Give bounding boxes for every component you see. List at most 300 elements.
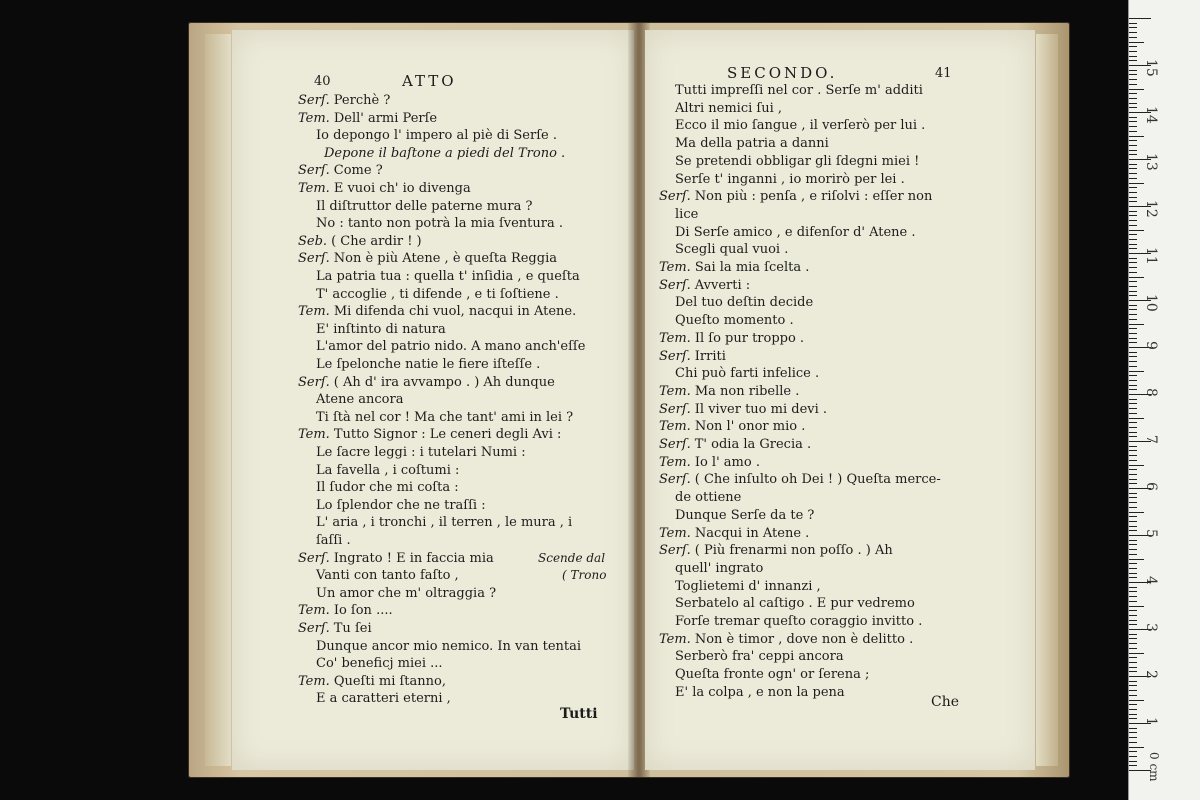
speaker-label: Tem. bbox=[298, 110, 330, 126]
ruler-tick bbox=[1129, 234, 1137, 235]
ruler-tick bbox=[1129, 493, 1137, 494]
line-text: Nacqui in Atene . bbox=[694, 525, 810, 541]
text-line bbox=[675, 578, 821, 595]
ruler-tick bbox=[1129, 479, 1137, 480]
text-line bbox=[298, 250, 557, 267]
ruler-tick bbox=[1129, 418, 1144, 419]
ruler-tick bbox=[1129, 277, 1144, 278]
text-line bbox=[675, 82, 923, 99]
line-text: Vanti con tanto faſto , bbox=[316, 568, 459, 584]
ruler-tick bbox=[1129, 89, 1144, 90]
line-text: E' la colpa , e non la pena bbox=[675, 684, 845, 700]
line-text: Tu ſei bbox=[333, 621, 372, 636]
ruler-number: 6 bbox=[1143, 482, 1159, 491]
speaker-label: Tem. bbox=[659, 330, 691, 346]
line-text: Il ſo pur troppo . bbox=[694, 330, 805, 346]
text-line bbox=[316, 338, 585, 355]
speaker-label: Serſ. bbox=[298, 621, 330, 636]
line-text: Il ſudor che mi coſta : bbox=[316, 480, 459, 496]
ruler-tick bbox=[1129, 530, 1137, 531]
speaker-label: Serſ. bbox=[659, 543, 691, 559]
text-line bbox=[659, 631, 913, 648]
ruler-tick bbox=[1129, 60, 1137, 61]
ruler-tick bbox=[1129, 291, 1137, 292]
speaker-label: Serſ. bbox=[659, 189, 691, 205]
ruler-tick bbox=[1129, 84, 1137, 85]
ruler-tick bbox=[1129, 37, 1137, 38]
ruler-tick bbox=[1129, 601, 1137, 602]
text-line bbox=[659, 348, 726, 365]
ruler-number: 11 bbox=[1143, 247, 1159, 265]
line-text: ( Ah d' ira avvampo . ) Ah dunque bbox=[333, 374, 555, 390]
ruler-tick bbox=[1129, 338, 1137, 339]
line-text: Dell' armi Perſe bbox=[333, 110, 438, 126]
speaker-label: Tem. bbox=[659, 525, 691, 541]
ruler-tick bbox=[1129, 709, 1137, 710]
ruler-tick bbox=[1129, 591, 1137, 592]
ruler-tick bbox=[1129, 521, 1137, 522]
ruler-tick bbox=[1129, 446, 1137, 447]
text-line bbox=[675, 595, 915, 612]
line-text: Ecco il mio ſangue , il verſerò per lui . bbox=[675, 118, 926, 134]
ruler-tick bbox=[1129, 211, 1137, 212]
ruler-tick bbox=[1129, 413, 1137, 414]
text-line bbox=[316, 198, 532, 215]
text-line bbox=[675, 100, 782, 117]
ruler-number: 10 bbox=[1143, 294, 1159, 312]
ruler-tick bbox=[1129, 732, 1137, 733]
ruler-tick bbox=[1129, 544, 1137, 545]
ruler-tick bbox=[1129, 27, 1137, 28]
text-line bbox=[316, 127, 557, 144]
speaker-label: Tem. bbox=[659, 383, 691, 399]
text-line bbox=[316, 321, 446, 338]
text-line bbox=[675, 135, 829, 152]
ruler-number: 8 bbox=[1143, 388, 1159, 397]
ruler-tick bbox=[1129, 126, 1137, 127]
text-line bbox=[659, 525, 809, 542]
ruler-tick bbox=[1129, 385, 1137, 386]
text-line bbox=[316, 286, 559, 303]
ruler-tick bbox=[1129, 512, 1144, 513]
text-line bbox=[675, 613, 922, 630]
line-text: Atene ancora bbox=[316, 392, 404, 408]
line-text: Non più : penſa , e riſolvi : eſſer non bbox=[694, 189, 933, 205]
text-line bbox=[659, 188, 932, 205]
ruler-tick bbox=[1129, 18, 1151, 19]
text-line bbox=[298, 233, 422, 250]
ruler-tick bbox=[1129, 328, 1137, 329]
speaker-label: Serſ. bbox=[298, 550, 330, 566]
text-line bbox=[675, 171, 905, 188]
line-text: Toglietemi d' innanzi , bbox=[675, 578, 821, 594]
ruler-tick bbox=[1129, 281, 1137, 282]
line-text: E vuoi ch' io divenga bbox=[333, 181, 471, 196]
ruler-tick bbox=[1129, 314, 1137, 315]
line-text: Serbatelo al caſtigo . E pur vedremo bbox=[675, 596, 915, 612]
ruler-tick bbox=[1129, 46, 1137, 47]
ruler-tick bbox=[1129, 559, 1144, 560]
speaker-label: Tem. bbox=[298, 673, 330, 689]
ruler-tick bbox=[1129, 140, 1137, 141]
ruler-tick bbox=[1129, 737, 1137, 738]
ruler-tick bbox=[1129, 178, 1137, 179]
ruler-tick bbox=[1129, 23, 1137, 24]
text-line bbox=[675, 684, 845, 701]
ruler-tick bbox=[1129, 51, 1137, 52]
ruler-tick bbox=[1129, 638, 1137, 639]
ruler-number: 5 bbox=[1143, 529, 1159, 538]
text-line bbox=[659, 401, 827, 418]
line-text: ſaſſi . bbox=[316, 533, 351, 548]
ruler-tick bbox=[1129, 624, 1137, 625]
text-line bbox=[324, 145, 565, 162]
ruler-tick bbox=[1129, 164, 1137, 165]
line-text: Perchè ? bbox=[333, 93, 391, 108]
page-edges-left bbox=[205, 34, 231, 766]
line-text: Mi difenda chi vuol, nacqui in Atene. bbox=[333, 304, 577, 320]
page-number: 40 bbox=[314, 74, 331, 89]
line-text: Co' beneficj miei ... bbox=[316, 656, 443, 672]
ruler-number: 15 bbox=[1143, 59, 1159, 77]
ruler-tick bbox=[1129, 483, 1137, 484]
line-text: Queſto momento . bbox=[675, 313, 794, 329]
speaker-label: Serſ. bbox=[298, 93, 330, 108]
text-line bbox=[659, 418, 805, 435]
ruler-tick bbox=[1129, 93, 1137, 94]
ruler-number: 3 bbox=[1143, 623, 1159, 632]
line-text: Di Serſe amico , e difenſor d' Atene . bbox=[675, 224, 916, 240]
ruler-tick bbox=[1129, 375, 1137, 376]
line-text: Depone il baſtone a piedi del Trono . bbox=[324, 145, 566, 161]
text-line bbox=[298, 374, 555, 391]
ruler-tick bbox=[1129, 700, 1144, 701]
line-text: La patria tua : quella t' inſidia , e queſta bbox=[316, 269, 580, 284]
ruler-tick bbox=[1129, 657, 1137, 658]
text-line bbox=[316, 391, 403, 408]
ruler-tick bbox=[1129, 747, 1144, 748]
text-line bbox=[675, 241, 788, 258]
text-line bbox=[298, 550, 494, 567]
text-line bbox=[316, 638, 581, 655]
speaker-label: Seb. bbox=[298, 233, 328, 249]
speaker-label: Serſ. bbox=[298, 163, 330, 179]
text-line bbox=[316, 514, 572, 531]
ruler-tick bbox=[1129, 403, 1137, 404]
ruler-tick bbox=[1129, 568, 1137, 569]
speaker-label: Tem. bbox=[659, 419, 691, 435]
ruler-tick bbox=[1129, 704, 1137, 705]
speaker-label: Serſ. bbox=[659, 472, 691, 488]
line-text: Avverti : bbox=[694, 277, 751, 293]
catchword: Tutti bbox=[560, 706, 598, 722]
line-text: E a caratteri eterni , bbox=[316, 691, 451, 707]
line-text: L'amor del patrio nido. A mano anch'eſſe bbox=[316, 339, 586, 355]
ruler-tick bbox=[1129, 342, 1137, 343]
line-text: Io depongo l' impero al piè di Serſe . bbox=[316, 128, 557, 144]
line-text: Il diſtruttor delle paterne mura ? bbox=[316, 198, 533, 214]
line-text: Forſe tremar queſto coraggio invitto . bbox=[675, 614, 923, 629]
speaker-label: Serſ. bbox=[659, 401, 691, 417]
line-text: Le ſacre leggi : i tutelari Numi : bbox=[316, 445, 526, 460]
text-line bbox=[298, 92, 390, 109]
line-text: Tutto Signor : Le ceneri degli Avi : bbox=[333, 427, 562, 443]
speaker-label: Tem. bbox=[298, 427, 330, 443]
ruler-tick bbox=[1129, 366, 1137, 367]
speaker-label: Tem. bbox=[298, 181, 330, 196]
text-line bbox=[675, 294, 813, 311]
line-text: Le ſpelonche natie le fiere iſteſſe . bbox=[316, 357, 541, 372]
text-line bbox=[316, 409, 573, 426]
ruler-tick bbox=[1129, 497, 1137, 498]
ruler-tick bbox=[1129, 469, 1137, 470]
ruler-tick bbox=[1129, 455, 1137, 456]
ruler-tick bbox=[1129, 192, 1137, 193]
speaker-label: Serſ. bbox=[298, 251, 330, 267]
ruler-tick bbox=[1129, 436, 1137, 437]
line-text: ( Che inſulto oh Dei ! ) Queſta merce- bbox=[694, 472, 941, 488]
line-text: Chi può farti infelice . bbox=[675, 366, 820, 382]
page-edges-right bbox=[1036, 34, 1058, 766]
ruler-tick bbox=[1129, 502, 1137, 503]
text-line bbox=[298, 303, 576, 320]
text-line bbox=[675, 117, 925, 134]
line-text: Irriti bbox=[694, 348, 726, 364]
ruler-tick bbox=[1129, 230, 1144, 231]
ruler-tick bbox=[1129, 267, 1137, 268]
ruler-tick bbox=[1129, 248, 1137, 249]
ruler-tick bbox=[1129, 305, 1137, 306]
text-line bbox=[298, 162, 383, 179]
text-line bbox=[298, 620, 372, 637]
ruler-tick bbox=[1129, 653, 1144, 654]
ruler-tick bbox=[1129, 262, 1137, 263]
ruler-tick bbox=[1129, 117, 1137, 118]
ruler-tick bbox=[1129, 765, 1137, 766]
ruler-number: 9 bbox=[1143, 341, 1159, 350]
text-line bbox=[316, 462, 459, 479]
ruler-unit-label: 0 cm bbox=[1147, 752, 1161, 782]
speaker-label: Serſ. bbox=[659, 348, 691, 364]
text-line bbox=[316, 215, 563, 232]
text-line bbox=[316, 585, 496, 602]
line-text: Sai la mia ſcelta . bbox=[694, 260, 810, 275]
ruler-tick bbox=[1129, 620, 1137, 621]
left-page bbox=[232, 30, 634, 770]
line-text: No : tanto non potrà la mia ſventura . bbox=[316, 216, 564, 232]
line-text: L' aria , i tronchi , il terren , le mura , i bbox=[316, 515, 573, 531]
ruler-tick bbox=[1129, 258, 1137, 259]
ruler-tick bbox=[1129, 399, 1137, 400]
catchword: Che bbox=[931, 694, 960, 710]
speaker-label: Serſ. bbox=[659, 437, 691, 452]
ruler-tick bbox=[1129, 272, 1137, 273]
speaker-label: Tem. bbox=[659, 631, 691, 647]
line-text: quell' ingrato bbox=[675, 560, 764, 576]
line-text: Non è più Atene , è queſta Reggia bbox=[333, 251, 557, 267]
ruler-number: 12 bbox=[1143, 200, 1159, 218]
line-text: Del tuo deſtin decide bbox=[675, 295, 814, 311]
measuring-ruler bbox=[1128, 0, 1200, 800]
running-head: ATTO bbox=[402, 72, 457, 90]
ruler-tick bbox=[1129, 728, 1137, 729]
line-text: Io ſon .... bbox=[333, 603, 393, 619]
text-line bbox=[316, 356, 540, 373]
ruler-number: 1 bbox=[1143, 717, 1159, 726]
ruler-tick bbox=[1129, 460, 1137, 461]
ruler-tick bbox=[1129, 309, 1137, 310]
ruler-tick bbox=[1129, 695, 1137, 696]
ruler-number: 14 bbox=[1143, 106, 1159, 124]
line-text: Queſta fronte ogn' or ſerena ; bbox=[675, 667, 870, 683]
ruler-tick bbox=[1129, 634, 1137, 635]
ruler-tick bbox=[1129, 662, 1137, 663]
text-line bbox=[298, 426, 561, 443]
ruler-tick bbox=[1129, 742, 1137, 743]
text-line bbox=[316, 268, 580, 285]
ruler-tick bbox=[1129, 554, 1137, 555]
ruler-tick bbox=[1129, 352, 1137, 353]
ruler-tick bbox=[1129, 107, 1137, 108]
ruler-number: 7 bbox=[1143, 435, 1159, 444]
ruler-tick bbox=[1129, 573, 1137, 574]
text-line bbox=[659, 383, 799, 400]
ruler-tick bbox=[1129, 577, 1137, 578]
line-text: Come ? bbox=[333, 163, 383, 179]
line-text: Se pretendi obbligar gli ſdegni miei ! bbox=[675, 153, 920, 169]
ruler-tick bbox=[1129, 333, 1137, 334]
text-line bbox=[316, 690, 451, 707]
line-text: Queſti mi ſtanno, bbox=[333, 673, 446, 689]
ruler-tick bbox=[1129, 70, 1137, 71]
line-text: lice bbox=[675, 206, 699, 222]
text-line bbox=[659, 542, 893, 559]
text-line bbox=[675, 507, 814, 524]
line-text: Scegli qual vuoi . bbox=[675, 242, 789, 258]
ruler-tick bbox=[1129, 220, 1137, 221]
ruler-tick bbox=[1129, 168, 1137, 169]
ruler-tick bbox=[1129, 319, 1137, 320]
speaker-label: Tem. bbox=[659, 260, 691, 275]
speaker-label: Tem. bbox=[298, 304, 330, 320]
line-text: Serberò fra' ceppi ancora bbox=[675, 649, 844, 665]
ruler-tick bbox=[1129, 761, 1137, 762]
ruler-tick bbox=[1129, 615, 1137, 616]
ruler-tick bbox=[1129, 154, 1137, 155]
stage-direction: ( Trono bbox=[562, 568, 607, 582]
ruler-tick bbox=[1129, 718, 1137, 719]
ruler-tick bbox=[1129, 150, 1137, 151]
ruler-tick bbox=[1129, 324, 1144, 325]
line-text: Un amor che m' oltraggia ? bbox=[316, 585, 497, 601]
page-number: 41 bbox=[935, 66, 952, 81]
ruler-tick bbox=[1129, 516, 1137, 517]
text-line bbox=[675, 206, 698, 223]
ruler-tick bbox=[1129, 32, 1137, 33]
line-text: Serſe t' inganni , io morirò per lei . bbox=[675, 171, 905, 187]
text-line bbox=[316, 479, 459, 496]
speaker-label: Serſ. bbox=[298, 374, 330, 390]
text-line bbox=[298, 602, 393, 619]
stage-direction: Scende dal bbox=[538, 551, 606, 565]
text-line bbox=[675, 224, 916, 241]
ruler-tick bbox=[1129, 643, 1137, 644]
line-text: Dunque ancor mio nemico. In van tentai bbox=[316, 638, 582, 654]
text-line bbox=[316, 655, 443, 672]
ruler-tick bbox=[1129, 244, 1137, 245]
line-text: Io l' amo . bbox=[694, 454, 760, 470]
ruler-tick bbox=[1129, 549, 1137, 550]
ruler-tick bbox=[1129, 408, 1137, 409]
ruler-tick bbox=[1129, 450, 1137, 451]
ruler-tick bbox=[1129, 667, 1137, 668]
speaker-label: Tem. bbox=[298, 603, 330, 619]
ruler-tick bbox=[1129, 187, 1137, 188]
ruler-tick bbox=[1129, 507, 1137, 508]
running-head: SECONDO. bbox=[727, 64, 838, 82]
text-line bbox=[675, 560, 763, 577]
ruler-tick bbox=[1129, 690, 1137, 691]
line-text: Il viver tuo mi devi . bbox=[694, 401, 828, 417]
text-line bbox=[316, 444, 526, 461]
line-text: T' odia la Grecia . bbox=[694, 437, 812, 452]
ruler-tick bbox=[1129, 183, 1144, 184]
ruler-tick bbox=[1129, 685, 1137, 686]
text-line bbox=[316, 567, 459, 584]
ruler-tick bbox=[1129, 103, 1137, 104]
ruler-tick bbox=[1129, 131, 1137, 132]
ruler-tick bbox=[1129, 671, 1137, 672]
ruler-tick bbox=[1129, 596, 1137, 597]
text-line bbox=[298, 110, 437, 127]
line-text: Non è timor , dove non è delitto . bbox=[694, 631, 914, 647]
text-line bbox=[675, 365, 819, 382]
line-text: E' inſtinto di natura bbox=[316, 321, 446, 337]
ruler-tick bbox=[1129, 79, 1137, 80]
ruler-tick bbox=[1129, 422, 1137, 423]
line-text: Tutti impreſſi nel cor . Serſe m' additi bbox=[675, 83, 923, 98]
text-line bbox=[316, 532, 351, 549]
ruler-tick bbox=[1129, 201, 1137, 202]
line-text: ( Che ardir ! ) bbox=[331, 233, 422, 249]
ruler-tick bbox=[1129, 756, 1137, 757]
ruler-tick bbox=[1129, 239, 1137, 240]
ruler-tick bbox=[1129, 225, 1137, 226]
line-text: Altri nemici ſui , bbox=[675, 100, 783, 116]
ruler-tick bbox=[1129, 136, 1144, 137]
text-line bbox=[659, 330, 804, 347]
speaker-label: Tem. bbox=[659, 454, 691, 470]
line-text: Ingrato ! E in faccia mia bbox=[333, 550, 494, 566]
text-line bbox=[675, 153, 919, 170]
ruler-tick bbox=[1129, 173, 1137, 174]
ruler-tick bbox=[1129, 121, 1137, 122]
right-page bbox=[645, 30, 1035, 770]
ruler-tick bbox=[1129, 98, 1137, 99]
ruler-tick bbox=[1129, 42, 1144, 43]
ruler-number: 13 bbox=[1143, 153, 1159, 171]
ruler-tick bbox=[1129, 465, 1144, 466]
ruler-number: 2 bbox=[1143, 670, 1159, 679]
ruler-tick bbox=[1129, 74, 1137, 75]
text-line bbox=[298, 180, 471, 197]
ruler-tick bbox=[1129, 56, 1137, 57]
ruler-tick bbox=[1129, 526, 1137, 527]
ruler-tick bbox=[1129, 606, 1144, 607]
ruler-tick bbox=[1129, 751, 1137, 752]
ruler-tick bbox=[1129, 389, 1137, 390]
text-line bbox=[659, 454, 760, 471]
